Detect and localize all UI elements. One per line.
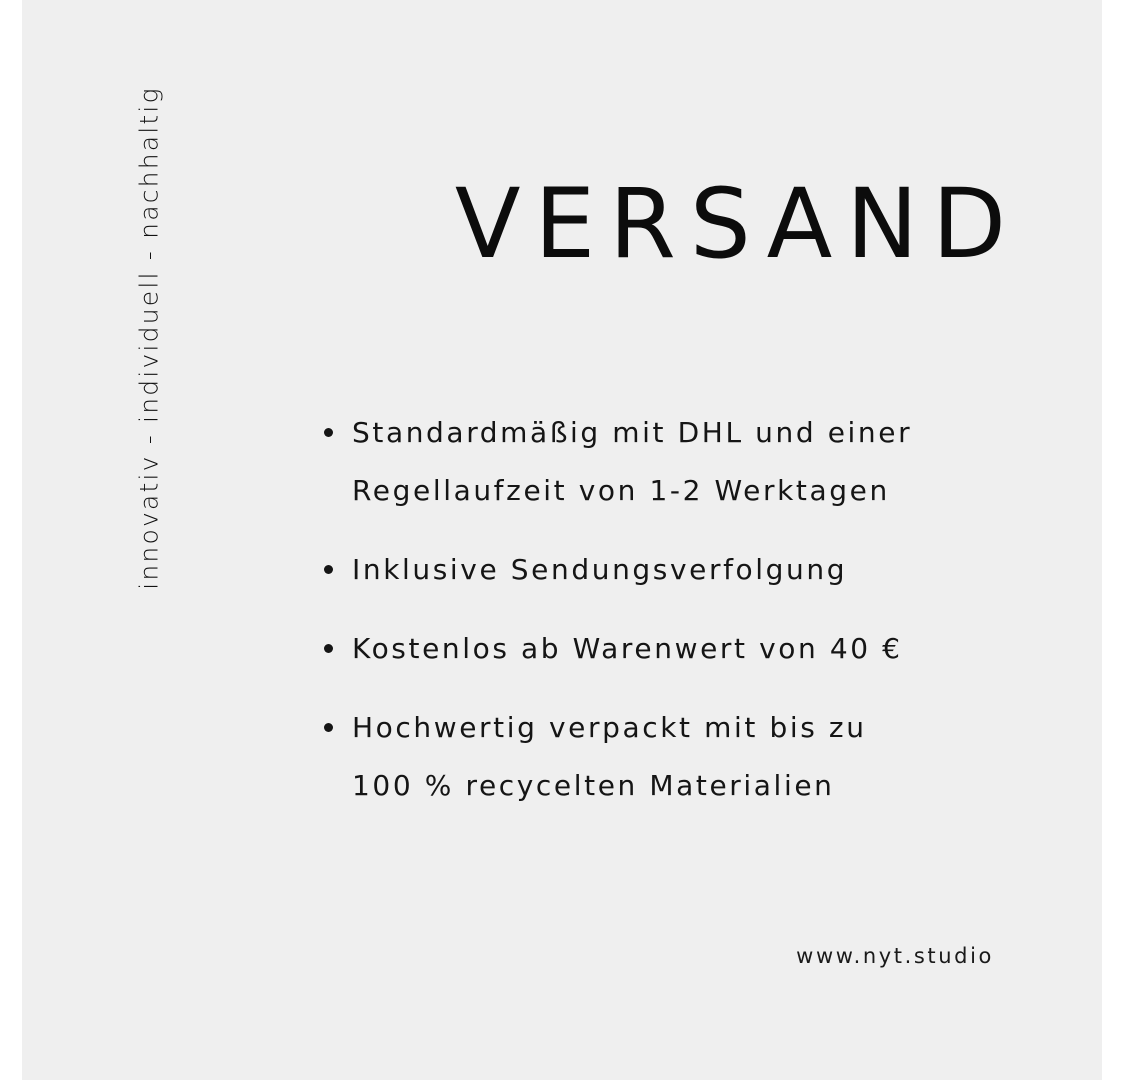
page-title: VERSAND [454, 168, 1020, 281]
website-link[interactable]: www.nyt.studio [796, 944, 994, 968]
list-item [322, 404, 1022, 520]
shipping-info-list [322, 404, 1022, 836]
list-item-text: Inklusive Sendungsverfolgung [352, 553, 848, 586]
bullet-icon [324, 428, 333, 437]
bullet-icon [324, 723, 333, 732]
list-item-text: Kostenlos ab Warenwert von 40 € [352, 632, 903, 665]
shipping-card [22, 0, 1102, 1080]
list-item [322, 699, 1022, 815]
list-item [322, 620, 1022, 678]
bullet-icon [324, 644, 333, 653]
list-item-text: Regellaufzeit von 1-2 Werktagen [352, 474, 890, 507]
vertical-tagline: innovativ - individuell - nachhaltig [134, 86, 164, 590]
bullet-icon [324, 565, 333, 574]
list-item [322, 541, 1022, 599]
list-item-text: Hochwertig verpackt mit bis zu [352, 711, 867, 744]
list-item-text: Standardmäßig mit DHL und einer [352, 416, 913, 449]
list-item-text: 100 % recycelten Materialien [352, 769, 835, 802]
